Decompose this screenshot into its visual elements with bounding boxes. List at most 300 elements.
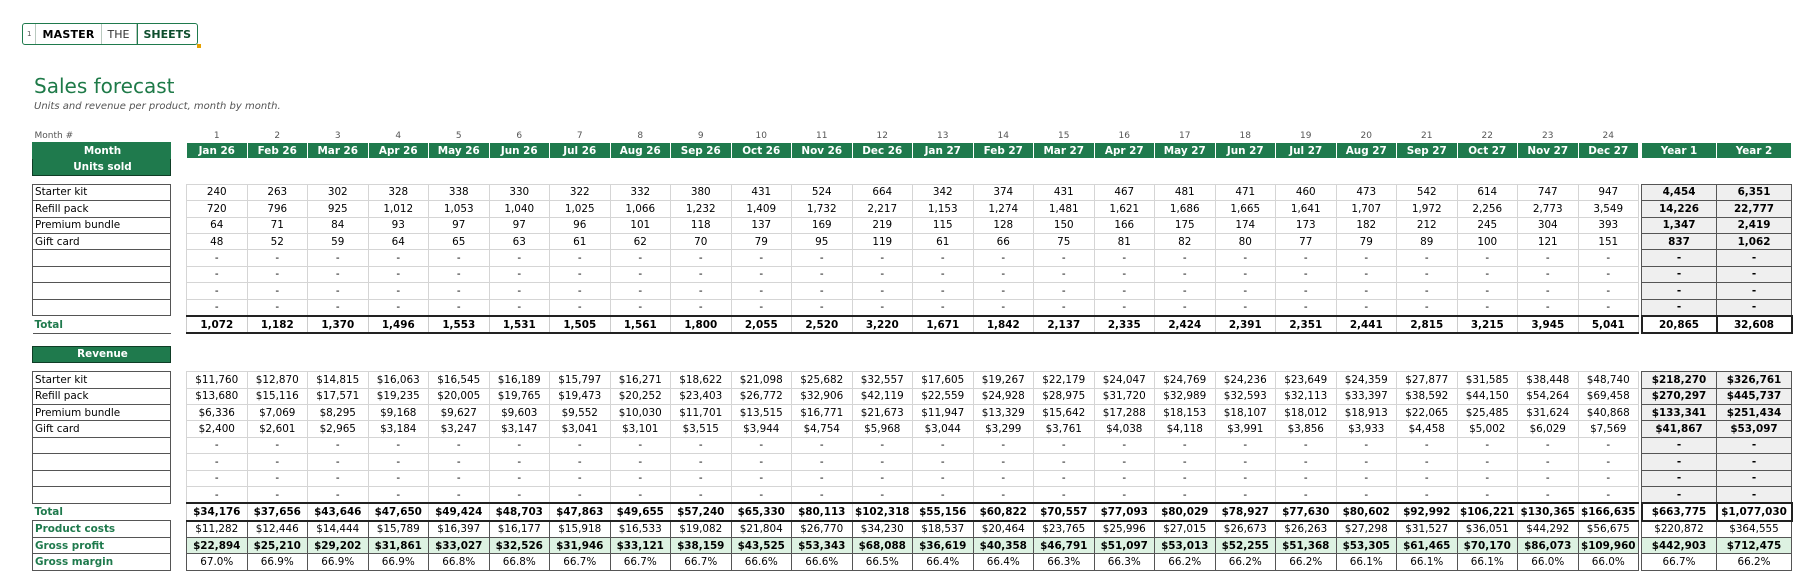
- month-value-cell[interactable]: 1,641: [1276, 201, 1337, 217]
- month-value-cell[interactable]: $42,119: [852, 388, 913, 404]
- month-value-cell[interactable]: -: [1094, 266, 1155, 282]
- month-value-cell[interactable]: -: [1336, 486, 1397, 503]
- month-value-cell[interactable]: 84: [308, 217, 369, 233]
- month-value-cell[interactable]: $33,027: [429, 538, 490, 554]
- month-value-cell[interactable]: $4,754: [792, 421, 853, 437]
- month-value-cell[interactable]: 1,481: [1034, 201, 1095, 217]
- month-value-cell[interactable]: -: [1034, 486, 1095, 503]
- month-value-cell[interactable]: -: [1215, 454, 1276, 470]
- month-value-cell[interactable]: -: [792, 470, 853, 486]
- month-value-cell[interactable]: $18,622: [671, 372, 732, 388]
- month-value-cell[interactable]: -: [368, 486, 429, 503]
- month-value-cell[interactable]: $27,015: [1155, 521, 1216, 538]
- month-value-cell[interactable]: 1,561: [610, 316, 671, 333]
- month-value-cell[interactable]: $57,240: [671, 503, 732, 520]
- month-value-cell[interactable]: -: [1397, 266, 1458, 282]
- month-value-cell[interactable]: 2,217: [852, 201, 913, 217]
- month-value-cell[interactable]: -: [852, 470, 913, 486]
- month-value-cell[interactable]: 3,945: [1518, 316, 1579, 333]
- year-total-cell[interactable]: 66.2%: [1717, 554, 1792, 570]
- month-value-cell[interactable]: -: [308, 299, 369, 316]
- month-value-cell[interactable]: -: [489, 486, 550, 503]
- month-value-cell[interactable]: 118: [671, 217, 732, 233]
- month-value-cell[interactable]: -: [610, 283, 671, 299]
- month-value-cell[interactable]: $15,642: [1034, 404, 1095, 420]
- month-value-cell[interactable]: 471: [1215, 184, 1276, 200]
- month-value-cell[interactable]: -: [852, 299, 913, 316]
- month-value-cell[interactable]: 1,409: [731, 201, 792, 217]
- month-value-cell[interactable]: $32,113: [1276, 388, 1337, 404]
- month-value-cell[interactable]: 48: [187, 233, 248, 249]
- month-value-cell[interactable]: $52,255: [1215, 538, 1276, 554]
- month-value-cell[interactable]: $11,701: [671, 404, 732, 420]
- month-value-cell[interactable]: -: [1397, 250, 1458, 266]
- month-value-cell[interactable]: 66.0%: [1518, 554, 1579, 570]
- month-value-cell[interactable]: $70,557: [1034, 503, 1095, 520]
- month-value-cell[interactable]: $24,928: [973, 388, 1034, 404]
- month-value-cell[interactable]: 3,215: [1457, 316, 1518, 333]
- month-value-cell[interactable]: -: [1215, 283, 1276, 299]
- month-value-cell[interactable]: -: [1578, 283, 1639, 299]
- month-value-cell[interactable]: 1,686: [1155, 201, 1216, 217]
- month-value-cell[interactable]: 66.2%: [1155, 554, 1216, 570]
- month-value-cell[interactable]: -: [671, 299, 732, 316]
- month-value-cell[interactable]: -: [852, 437, 913, 453]
- month-value-cell[interactable]: 338: [429, 184, 490, 200]
- year-total-cell[interactable]: -: [1642, 470, 1717, 486]
- month-value-cell[interactable]: 2,815: [1397, 316, 1458, 333]
- month-value-cell[interactable]: -: [913, 454, 974, 470]
- month-value-cell[interactable]: $19,267: [973, 372, 1034, 388]
- month-value-cell[interactable]: -: [1155, 470, 1216, 486]
- year-total-cell[interactable]: -: [1642, 486, 1717, 503]
- month-value-cell[interactable]: 2,351: [1276, 316, 1337, 333]
- month-value-cell[interactable]: $21,804: [731, 521, 792, 538]
- year-total-cell[interactable]: 32,608: [1717, 316, 1792, 333]
- month-value-cell[interactable]: -: [550, 454, 611, 470]
- month-value-cell[interactable]: -: [731, 283, 792, 299]
- month-value-cell[interactable]: -: [973, 266, 1034, 282]
- month-value-cell[interactable]: -: [187, 470, 248, 486]
- month-value-cell[interactable]: 1,274: [973, 201, 1034, 217]
- month-value-cell[interactable]: $10,030: [610, 404, 671, 420]
- month-value-cell[interactable]: 374: [973, 184, 1034, 200]
- month-value-cell[interactable]: $11,760: [187, 372, 248, 388]
- month-value-cell[interactable]: 66.2%: [1276, 554, 1337, 570]
- month-value-cell[interactable]: -: [1518, 470, 1579, 486]
- month-value-cell[interactable]: -: [852, 454, 913, 470]
- month-value-cell[interactable]: $3,991: [1215, 421, 1276, 437]
- month-value-cell[interactable]: $80,602: [1336, 503, 1397, 520]
- month-value-cell[interactable]: -: [1457, 486, 1518, 503]
- month-value-cell[interactable]: 1,531: [489, 316, 550, 333]
- month-value-cell[interactable]: $22,894: [187, 538, 248, 554]
- month-value-cell[interactable]: 97: [429, 217, 490, 233]
- month-value-cell[interactable]: $34,176: [187, 503, 248, 520]
- year-total-cell[interactable]: -: [1717, 470, 1792, 486]
- month-value-cell[interactable]: $106,221: [1457, 503, 1518, 520]
- month-value-cell[interactable]: $21,673: [852, 404, 913, 420]
- month-value-cell[interactable]: 75: [1034, 233, 1095, 249]
- month-value-cell[interactable]: $109,960: [1578, 538, 1639, 554]
- month-value-cell[interactable]: $24,047: [1094, 372, 1155, 388]
- month-value-cell[interactable]: $55,156: [913, 503, 974, 520]
- month-value-cell[interactable]: -: [368, 437, 429, 453]
- month-value-cell[interactable]: -: [1457, 454, 1518, 470]
- month-value-cell[interactable]: $3,041: [550, 421, 611, 437]
- month-value-cell[interactable]: $5,002: [1457, 421, 1518, 437]
- month-value-cell[interactable]: $65,330: [731, 503, 792, 520]
- month-value-cell[interactable]: $13,680: [187, 388, 248, 404]
- month-value-cell[interactable]: 664: [852, 184, 913, 200]
- month-value-cell[interactable]: 115: [913, 217, 974, 233]
- month-value-cell[interactable]: 59: [308, 233, 369, 249]
- month-value-cell[interactable]: 2,424: [1155, 316, 1216, 333]
- month-value-cell[interactable]: $15,797: [550, 372, 611, 388]
- month-value-cell[interactable]: -: [308, 454, 369, 470]
- month-value-cell[interactable]: 70: [671, 233, 732, 249]
- month-value-cell[interactable]: $32,557: [852, 372, 913, 388]
- month-value-cell[interactable]: 89: [1397, 233, 1458, 249]
- month-value-cell[interactable]: 304: [1518, 217, 1579, 233]
- month-value-cell[interactable]: $3,761: [1034, 421, 1095, 437]
- month-value-cell[interactable]: $16,545: [429, 372, 490, 388]
- year-total-cell[interactable]: -: [1717, 250, 1792, 266]
- month-value-cell[interactable]: 65: [429, 233, 490, 249]
- month-value-cell[interactable]: $80,113: [792, 503, 853, 520]
- month-value-cell[interactable]: -: [913, 250, 974, 266]
- month-value-cell[interactable]: -: [550, 283, 611, 299]
- month-value-cell[interactable]: 66.0%: [1578, 554, 1639, 570]
- month-value-cell[interactable]: $19,235: [368, 388, 429, 404]
- month-value-cell[interactable]: -: [187, 486, 248, 503]
- month-value-cell[interactable]: $102,318: [852, 503, 913, 520]
- month-value-cell[interactable]: -: [852, 250, 913, 266]
- month-value-cell[interactable]: -: [368, 454, 429, 470]
- month-value-cell[interactable]: $2,400: [187, 421, 248, 437]
- month-value-cell[interactable]: $27,877: [1397, 372, 1458, 388]
- month-value-cell[interactable]: $16,189: [489, 372, 550, 388]
- month-value-cell[interactable]: -: [1215, 250, 1276, 266]
- month-value-cell[interactable]: -: [731, 470, 792, 486]
- month-value-cell[interactable]: $6,029: [1518, 421, 1579, 437]
- month-value-cell[interactable]: $51,097: [1094, 538, 1155, 554]
- month-value-cell[interactable]: -: [1397, 283, 1458, 299]
- month-value-cell[interactable]: 542: [1397, 184, 1458, 200]
- month-value-cell[interactable]: $16,271: [610, 372, 671, 388]
- month-value-cell[interactable]: $60,822: [973, 503, 1034, 520]
- month-value-cell[interactable]: -: [429, 486, 490, 503]
- month-value-cell[interactable]: 2,441: [1336, 316, 1397, 333]
- month-value-cell[interactable]: -: [1094, 454, 1155, 470]
- month-value-cell[interactable]: -: [731, 299, 792, 316]
- month-value-cell[interactable]: $40,868: [1578, 404, 1639, 420]
- month-value-cell[interactable]: 1,621: [1094, 201, 1155, 217]
- year-total-cell[interactable]: 22,777: [1717, 201, 1792, 217]
- month-value-cell[interactable]: 66.7%: [610, 554, 671, 570]
- month-value-cell[interactable]: 119: [852, 233, 913, 249]
- month-value-cell[interactable]: -: [671, 250, 732, 266]
- month-value-cell[interactable]: -: [1215, 299, 1276, 316]
- month-value-cell[interactable]: 67.0%: [187, 554, 248, 570]
- month-value-cell[interactable]: -: [308, 266, 369, 282]
- month-value-cell[interactable]: $77,630: [1276, 503, 1337, 520]
- month-value-cell[interactable]: -: [489, 470, 550, 486]
- month-value-cell[interactable]: $13,329: [973, 404, 1034, 420]
- month-value-cell[interactable]: $31,861: [368, 538, 429, 554]
- month-value-cell[interactable]: -: [247, 299, 308, 316]
- month-value-cell[interactable]: $3,944: [731, 421, 792, 437]
- month-value-cell[interactable]: -: [308, 470, 369, 486]
- month-value-cell[interactable]: 1,665: [1215, 201, 1276, 217]
- month-value-cell[interactable]: 524: [792, 184, 853, 200]
- month-value-cell[interactable]: -: [792, 283, 853, 299]
- month-value-cell[interactable]: $23,765: [1034, 521, 1095, 538]
- month-value-cell[interactable]: 330: [489, 184, 550, 200]
- month-value-cell[interactable]: $3,044: [913, 421, 974, 437]
- year-total-cell[interactable]: $364,555: [1717, 521, 1792, 538]
- month-value-cell[interactable]: $44,292: [1518, 521, 1579, 538]
- month-value-cell[interactable]: -: [368, 250, 429, 266]
- month-value-cell[interactable]: 302: [308, 184, 369, 200]
- month-value-cell[interactable]: -: [1094, 250, 1155, 266]
- month-value-cell[interactable]: -: [792, 266, 853, 282]
- month-value-cell[interactable]: -: [731, 250, 792, 266]
- month-value-cell[interactable]: 796: [247, 201, 308, 217]
- year-total-cell[interactable]: -: [1642, 283, 1717, 299]
- month-value-cell[interactable]: $26,673: [1215, 521, 1276, 538]
- month-value-cell[interactable]: $21,098: [731, 372, 792, 388]
- month-value-cell[interactable]: $28,975: [1034, 388, 1095, 404]
- month-value-cell[interactable]: 66.9%: [368, 554, 429, 570]
- month-value-cell[interactable]: -: [913, 283, 974, 299]
- month-value-cell[interactable]: 2,773: [1518, 201, 1579, 217]
- month-value-cell[interactable]: -: [1276, 283, 1337, 299]
- month-value-cell[interactable]: $17,571: [308, 388, 369, 404]
- month-value-cell[interactable]: $23,649: [1276, 372, 1337, 388]
- month-value-cell[interactable]: $22,065: [1397, 404, 1458, 420]
- month-value-cell[interactable]: $9,552: [550, 404, 611, 420]
- month-value-cell[interactable]: $18,107: [1215, 404, 1276, 420]
- month-value-cell[interactable]: $92,992: [1397, 503, 1458, 520]
- month-value-cell[interactable]: 66.3%: [1094, 554, 1155, 570]
- month-value-cell[interactable]: $24,236: [1215, 372, 1276, 388]
- month-value-cell[interactable]: -: [1397, 470, 1458, 486]
- month-value-cell[interactable]: -: [1457, 437, 1518, 453]
- month-value-cell[interactable]: 1,182: [247, 316, 308, 333]
- month-value-cell[interactable]: 1,066: [610, 201, 671, 217]
- month-value-cell[interactable]: $18,153: [1155, 404, 1216, 420]
- month-value-cell[interactable]: $20,464: [973, 521, 1034, 538]
- month-value-cell[interactable]: 380: [671, 184, 732, 200]
- month-value-cell[interactable]: 1,072: [187, 316, 248, 333]
- month-value-cell[interactable]: 1,505: [550, 316, 611, 333]
- month-value-cell[interactable]: 431: [731, 184, 792, 200]
- month-value-cell[interactable]: $54,264: [1518, 388, 1579, 404]
- month-value-cell[interactable]: 64: [187, 217, 248, 233]
- month-value-cell[interactable]: $38,448: [1518, 372, 1579, 388]
- month-value-cell[interactable]: 66.8%: [429, 554, 490, 570]
- month-value-cell[interactable]: -: [1094, 299, 1155, 316]
- month-value-cell[interactable]: $11,282: [187, 521, 248, 538]
- month-value-cell[interactable]: $15,918: [550, 521, 611, 538]
- month-value-cell[interactable]: $32,593: [1215, 388, 1276, 404]
- month-value-cell[interactable]: -: [368, 266, 429, 282]
- month-value-cell[interactable]: 66.1%: [1397, 554, 1458, 570]
- month-value-cell[interactable]: 79: [731, 233, 792, 249]
- month-value-cell[interactable]: $14,815: [308, 372, 369, 388]
- month-value-cell[interactable]: $11,947: [913, 404, 974, 420]
- month-value-cell[interactable]: -: [610, 437, 671, 453]
- month-value-cell[interactable]: $9,603: [489, 404, 550, 420]
- month-value-cell[interactable]: -: [852, 266, 913, 282]
- month-value-cell[interactable]: 263: [247, 184, 308, 200]
- month-value-cell[interactable]: 79: [1336, 233, 1397, 249]
- month-value-cell[interactable]: -: [671, 266, 732, 282]
- month-value-cell[interactable]: 151: [1578, 233, 1639, 249]
- month-value-cell[interactable]: 95: [792, 233, 853, 249]
- year-total-cell[interactable]: -: [1717, 454, 1792, 470]
- year-total-cell[interactable]: $326,761: [1717, 372, 1792, 388]
- month-value-cell[interactable]: -: [550, 470, 611, 486]
- year-total-cell[interactable]: $663,775: [1642, 503, 1717, 520]
- month-value-cell[interactable]: -: [187, 283, 248, 299]
- month-value-cell[interactable]: 150: [1034, 217, 1095, 233]
- month-value-cell[interactable]: 1,025: [550, 201, 611, 217]
- year-total-cell[interactable]: -: [1642, 266, 1717, 282]
- month-value-cell[interactable]: -: [247, 266, 308, 282]
- month-value-cell[interactable]: -: [1215, 437, 1276, 453]
- month-value-cell[interactable]: $46,791: [1034, 538, 1095, 554]
- month-value-cell[interactable]: 77: [1276, 233, 1337, 249]
- month-value-cell[interactable]: $31,720: [1094, 388, 1155, 404]
- month-value-cell[interactable]: -: [489, 266, 550, 282]
- year-total-cell[interactable]: 2,419: [1717, 217, 1792, 233]
- month-value-cell[interactable]: 66.9%: [247, 554, 308, 570]
- month-value-cell[interactable]: -: [1518, 250, 1579, 266]
- month-value-cell[interactable]: -: [489, 454, 550, 470]
- month-value-cell[interactable]: $15,116: [247, 388, 308, 404]
- year-total-cell[interactable]: $251,434: [1717, 404, 1792, 420]
- month-value-cell[interactable]: -: [1457, 299, 1518, 316]
- month-value-cell[interactable]: -: [1397, 437, 1458, 453]
- month-value-cell[interactable]: 1,232: [671, 201, 732, 217]
- month-value-cell[interactable]: $20,252: [610, 388, 671, 404]
- month-value-cell[interactable]: 101: [610, 217, 671, 233]
- month-value-cell[interactable]: -: [1276, 437, 1337, 453]
- month-value-cell[interactable]: 66.9%: [308, 554, 369, 570]
- month-value-cell[interactable]: $29,202: [308, 538, 369, 554]
- year-total-cell[interactable]: -: [1642, 437, 1717, 453]
- month-value-cell[interactable]: -: [731, 486, 792, 503]
- month-value-cell[interactable]: $3,515: [671, 421, 732, 437]
- month-value-cell[interactable]: -: [1397, 454, 1458, 470]
- month-value-cell[interactable]: $51,368: [1276, 538, 1337, 554]
- month-value-cell[interactable]: -: [1518, 486, 1579, 503]
- month-value-cell[interactable]: -: [731, 437, 792, 453]
- month-value-cell[interactable]: 1,012: [368, 201, 429, 217]
- month-value-cell[interactable]: -: [1336, 250, 1397, 266]
- month-value-cell[interactable]: -: [550, 299, 611, 316]
- month-value-cell[interactable]: -: [1518, 437, 1579, 453]
- month-value-cell[interactable]: -: [1336, 299, 1397, 316]
- month-value-cell[interactable]: 63: [489, 233, 550, 249]
- month-value-cell[interactable]: 121: [1518, 233, 1579, 249]
- month-value-cell[interactable]: 947: [1578, 184, 1639, 200]
- month-value-cell[interactable]: $53,013: [1155, 538, 1216, 554]
- month-value-cell[interactable]: $3,184: [368, 421, 429, 437]
- month-value-cell[interactable]: $43,646: [308, 503, 369, 520]
- month-value-cell[interactable]: $8,295: [308, 404, 369, 420]
- month-value-cell[interactable]: -: [550, 250, 611, 266]
- month-value-cell[interactable]: -: [671, 486, 732, 503]
- month-value-cell[interactable]: 1,370: [308, 316, 369, 333]
- month-value-cell[interactable]: -: [1578, 454, 1639, 470]
- month-value-cell[interactable]: $80,029: [1155, 503, 1216, 520]
- month-value-cell[interactable]: -: [1034, 299, 1095, 316]
- month-value-cell[interactable]: 2,335: [1094, 316, 1155, 333]
- month-value-cell[interactable]: 66.7%: [550, 554, 611, 570]
- month-value-cell[interactable]: -: [1215, 470, 1276, 486]
- month-value-cell[interactable]: $32,906: [792, 388, 853, 404]
- year-total-cell[interactable]: -: [1717, 299, 1792, 316]
- month-value-cell[interactable]: -: [1336, 266, 1397, 282]
- month-value-cell[interactable]: -: [1215, 486, 1276, 503]
- month-value-cell[interactable]: $19,082: [671, 521, 732, 538]
- month-value-cell[interactable]: $26,772: [731, 388, 792, 404]
- month-value-cell[interactable]: 61: [913, 233, 974, 249]
- month-value-cell[interactable]: $33,121: [610, 538, 671, 554]
- month-value-cell[interactable]: -: [1034, 454, 1095, 470]
- month-value-cell[interactable]: $31,624: [1518, 404, 1579, 420]
- year-total-cell[interactable]: -: [1717, 437, 1792, 453]
- month-value-cell[interactable]: -: [610, 454, 671, 470]
- month-value-cell[interactable]: 66.8%: [489, 554, 550, 570]
- month-value-cell[interactable]: -: [1578, 437, 1639, 453]
- month-value-cell[interactable]: -: [671, 437, 732, 453]
- month-value-cell[interactable]: $53,343: [792, 538, 853, 554]
- month-value-cell[interactable]: 747: [1518, 184, 1579, 200]
- month-value-cell[interactable]: -: [1518, 299, 1579, 316]
- month-value-cell[interactable]: -: [610, 266, 671, 282]
- month-value-cell[interactable]: $48,703: [489, 503, 550, 520]
- month-value-cell[interactable]: -: [247, 486, 308, 503]
- month-value-cell[interactable]: $24,769: [1155, 372, 1216, 388]
- month-value-cell[interactable]: 82: [1155, 233, 1216, 249]
- month-value-cell[interactable]: -: [1034, 283, 1095, 299]
- year-total-cell[interactable]: 4,454: [1642, 184, 1717, 200]
- year-total-cell[interactable]: -: [1717, 266, 1792, 282]
- month-value-cell[interactable]: -: [1155, 454, 1216, 470]
- month-value-cell[interactable]: $3,101: [610, 421, 671, 437]
- year-total-cell[interactable]: $712,475: [1717, 538, 1792, 554]
- month-value-cell[interactable]: 322: [550, 184, 611, 200]
- month-value-cell[interactable]: -: [308, 486, 369, 503]
- month-value-cell[interactable]: $31,527: [1397, 521, 1458, 538]
- month-value-cell[interactable]: -: [489, 437, 550, 453]
- month-value-cell[interactable]: 62: [610, 233, 671, 249]
- month-value-cell[interactable]: -: [913, 299, 974, 316]
- month-value-cell[interactable]: $36,619: [913, 538, 974, 554]
- month-value-cell[interactable]: 212: [1397, 217, 1458, 233]
- month-value-cell[interactable]: -: [187, 437, 248, 453]
- year-total-cell[interactable]: -: [1642, 299, 1717, 316]
- month-value-cell[interactable]: $12,870: [247, 372, 308, 388]
- month-value-cell[interactable]: -: [913, 437, 974, 453]
- month-value-cell[interactable]: -: [429, 437, 490, 453]
- month-value-cell[interactable]: -: [489, 250, 550, 266]
- month-value-cell[interactable]: 1,053: [429, 201, 490, 217]
